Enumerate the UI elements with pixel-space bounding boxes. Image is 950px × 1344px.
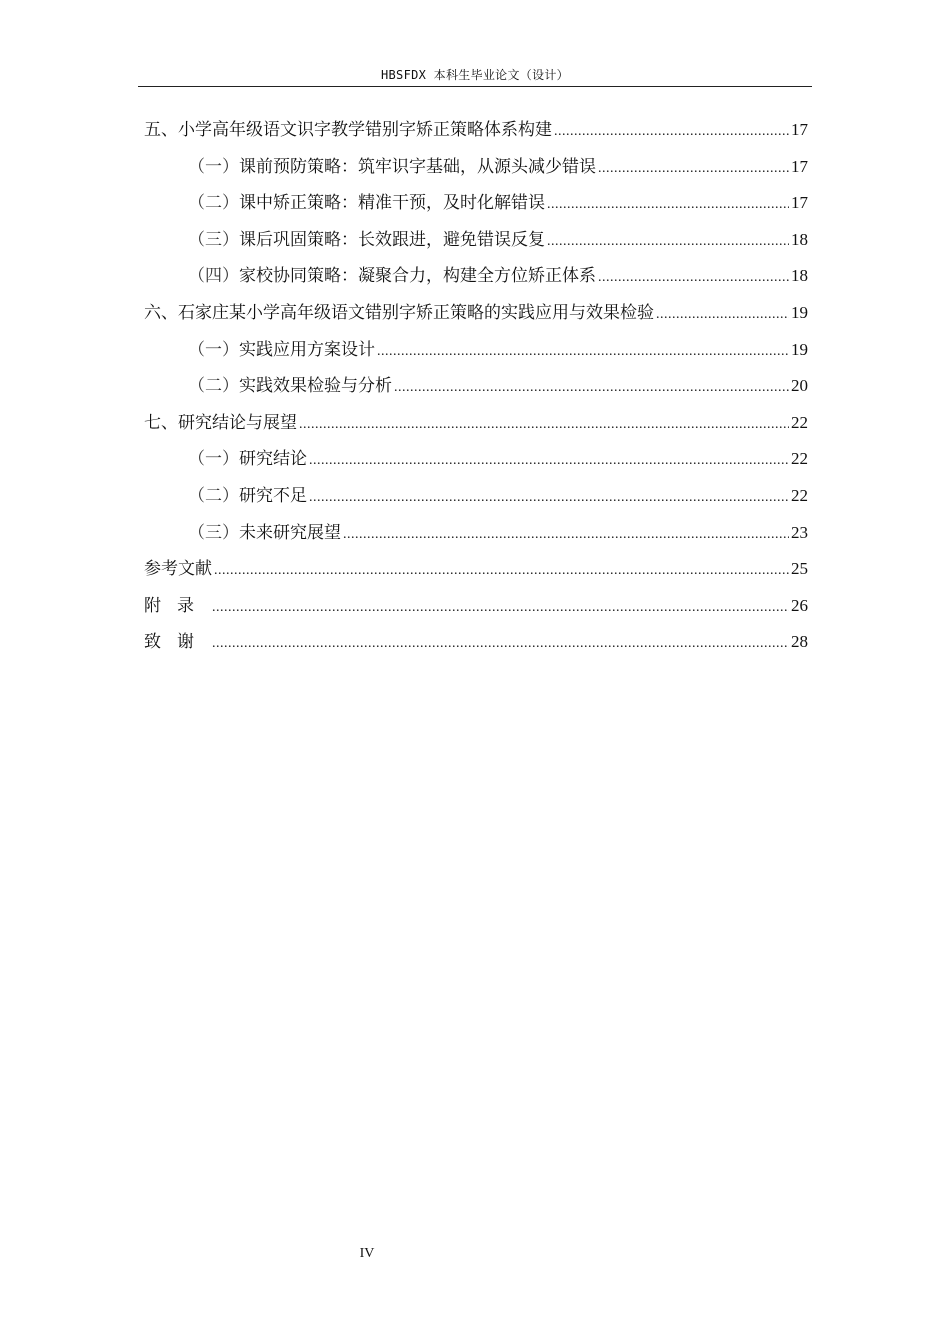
toc-entry-page: 18 [791,229,808,249]
toc-entry[interactable] [144,188,808,225]
leader-dots [547,230,789,250]
leader-dots [309,449,789,469]
page-number: IV [359,1246,375,1261]
toc-entry-number: （四） [188,266,239,287]
leader-dots [212,632,789,652]
toc-entry[interactable] [144,225,808,262]
leader-dots [656,303,789,323]
toc-entry-title: 家校协同策略：凝聚合力，构建全方位矫正体系 [239,266,596,287]
toc-entry-title: 实践应用方案设计 [239,339,375,360]
toc-entry-title: 研究结论与展望 [178,412,297,433]
toc-entry-title: 致谢 [144,632,210,653]
toc-entry-number: （一） [188,339,239,360]
toc-entry[interactable] [144,335,808,372]
leader-dots [598,266,789,286]
toc-entry-title: 课前预防策略：筑牢识字基础，从源头减少错误 [239,156,596,177]
toc-entry-title: 参考文献 [144,559,212,580]
toc-entry-page: 25 [791,559,808,579]
toc-entry[interactable] [144,371,808,408]
toc-entry-page: 22 [791,485,808,505]
toc-entry[interactable] [144,115,808,152]
table-of-contents [144,115,808,664]
toc-entry-page: 17 [791,193,808,213]
toc-entry-references[interactable] [144,554,808,591]
toc-entry-title: 附录 [144,595,210,616]
header-title: HBSFDX 本科生毕业论文（设计） [381,68,569,82]
toc-entry[interactable] [144,408,808,445]
toc-entry-acknowledgements[interactable] [144,627,808,664]
toc-entry-page: 26 [791,595,808,615]
page-footer [0,1246,950,1262]
toc-entry-page: 17 [791,156,808,176]
toc-entry-title: 石家庄某小学高年级语文错别字矫正策略的实践应用与效果检验 [178,302,654,323]
leader-dots [394,376,789,396]
toc-entry-number: 七、 [144,412,178,433]
leader-dots [309,486,789,506]
toc-entry-number: （二） [188,376,239,397]
toc-entry-title: 研究结论 [239,449,307,470]
toc-entry-number: （一） [188,156,239,177]
leader-dots [214,559,789,579]
toc-entry[interactable] [144,518,808,555]
toc-entry-title: 课中矫正策略：精准干预，及时化解错误 [239,193,545,214]
toc-entry-title: 未来研究展望 [239,522,341,543]
toc-entry-page: 20 [791,376,808,396]
leader-dots [343,523,789,543]
toc-entry-page: 22 [791,412,808,432]
page-header [138,64,812,87]
toc-entry-number: （一） [188,449,239,470]
toc-entry[interactable] [144,261,808,298]
toc-entry[interactable] [144,298,808,335]
toc-entry[interactable] [144,444,808,481]
toc-entry[interactable] [144,152,808,189]
leader-dots [598,157,789,177]
toc-entry-title: 研究不足 [239,485,307,506]
leader-dots [554,120,789,140]
leader-dots [299,413,789,433]
toc-entry-page: 19 [791,339,808,359]
toc-entry-page: 28 [791,632,808,652]
toc-entry-number: （二） [188,193,239,214]
toc-entry-title: 课后巩固策略：长效跟进，避免错误反复 [239,229,545,250]
toc-entry-title: 实践效果检验与分析 [239,376,392,397]
toc-entry-page: 23 [791,522,808,542]
toc-entry-page: 17 [791,120,808,139]
toc-entry-number: （三） [188,229,239,250]
leader-dots [212,596,789,616]
toc-entry-page: 18 [791,266,808,286]
leader-dots [547,193,789,213]
toc-entry-number: 五、 [144,120,178,140]
toc-entry-page: 19 [791,302,808,322]
toc-entry-page: 22 [791,449,808,469]
toc-entry-number: （二） [188,485,239,506]
toc-entry-number: （三） [188,522,239,543]
leader-dots [377,340,789,360]
toc-entry[interactable] [144,481,808,518]
toc-entry-appendix[interactable] [144,591,808,628]
toc-entry-title: 小学高年级语文识字教学错别字矫正策略体系构建 [178,120,552,140]
toc-entry-number: 六、 [144,302,178,323]
